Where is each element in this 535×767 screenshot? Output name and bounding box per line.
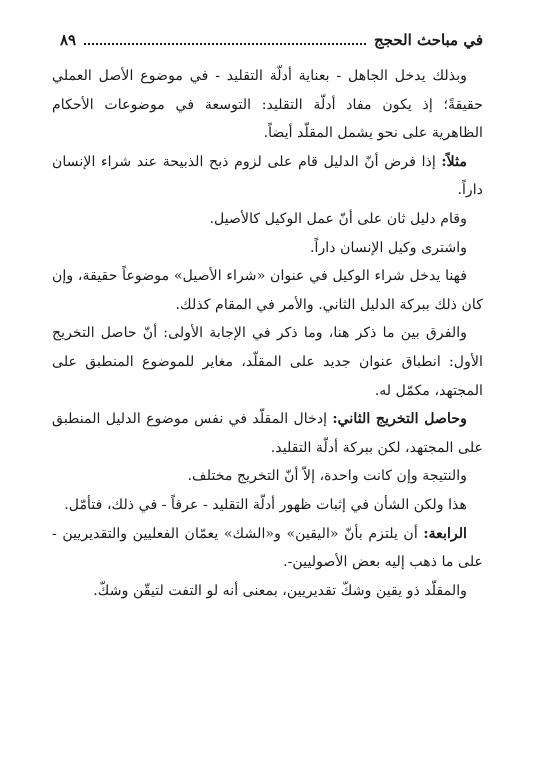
paragraph-3 bbox=[52, 205, 483, 234]
paragraph-7-lead: وحاصل التخريج الثاني: bbox=[332, 411, 467, 428]
paragraph-9-text: هذا ولكن الشأن في إثبات ظهور أدلّة التقليد - عرفاً - في ذلك، فتأمّل. bbox=[64, 496, 467, 513]
paragraph-2-text: إذا فرض أنّ الدليل قام على لزوم ذبح الذبيحة عند شراء الإنسان داراً. bbox=[52, 153, 483, 199]
paragraph-3-text: وقام دليل ثان على أنّ عمل الوكيل كالأصيل. bbox=[209, 210, 467, 227]
running-header bbox=[60, 28, 483, 52]
paragraph-2 bbox=[52, 148, 483, 205]
paragraph-4 bbox=[52, 234, 483, 263]
paragraph-11 bbox=[52, 577, 483, 606]
paragraph-1-text: وبذلك يدخل الجاهل - بعناية أدلّة التقليد - في موضوع الأصل العملي حقيقةً؛ إذ يكون مفاد أدلّة التقليد: التوسعة في موضوعات الأحكام الظاهرية على نحو يشمل المقلّد أيضاً. bbox=[52, 68, 483, 142]
paragraph-10-lead: الرابعة: bbox=[423, 525, 467, 542]
paragraph-11-text: والمقلّد ذو يقين وشكّ تقديريين، بمعنى أنه لو التفت لتيقّن وشكّ. bbox=[93, 582, 467, 599]
paragraph-7-text: إدخال المقلّد في نفس موضوع الدليل المنطبق على المجتهد، لكن ببركة أدلّة التقليد. bbox=[52, 411, 483, 456]
paragraph-10 bbox=[52, 520, 483, 577]
paragraph-7 bbox=[52, 405, 483, 462]
paragraph-4-text: واشترى وكيل الإنسان داراً. bbox=[310, 239, 467, 256]
paragraph-6-text: والفرق بين ما ذكر هنا، وما ذكر في الإجابة الأولى: أنّ حاصل التخريج الأول: انطباق عنوان جديد على المقلّد، مغاير للموضوع المنطبق على المجتهد، مكمّل له. bbox=[52, 325, 483, 399]
page-number: ٨٩ bbox=[60, 31, 77, 49]
running-header-title: في مباحث الحجج bbox=[373, 31, 483, 49]
paragraph-1 bbox=[52, 62, 483, 148]
paragraph-10-text: أن يلتزم بأنّ «اليقين» و«الشك» يعمّان الفعليين والتقديريين - على ما ذهب إليه بعض الأصوليين-. bbox=[52, 525, 483, 571]
paragraph-8-text: والنتيجة وإن كانت واحدة، إلاّ أنّ التخريج مختلف. bbox=[187, 468, 467, 485]
paragraph-9 bbox=[52, 491, 483, 520]
header-dot-leader bbox=[84, 43, 366, 45]
paragraph-5 bbox=[52, 262, 483, 319]
paragraph-8 bbox=[52, 462, 483, 491]
paragraph-5-text: فهنا يدخل شراء الوكيل في عنوان «شراء الأصيل» موضوعاً حقيقة، وإن كان ذلك ببركة الدليل الثاني. والأمر في المقام كذلك. bbox=[52, 268, 483, 313]
body-text bbox=[52, 62, 483, 605]
paragraph-2-lead: مثلاً: bbox=[441, 153, 467, 170]
paragraph-6 bbox=[52, 319, 483, 405]
